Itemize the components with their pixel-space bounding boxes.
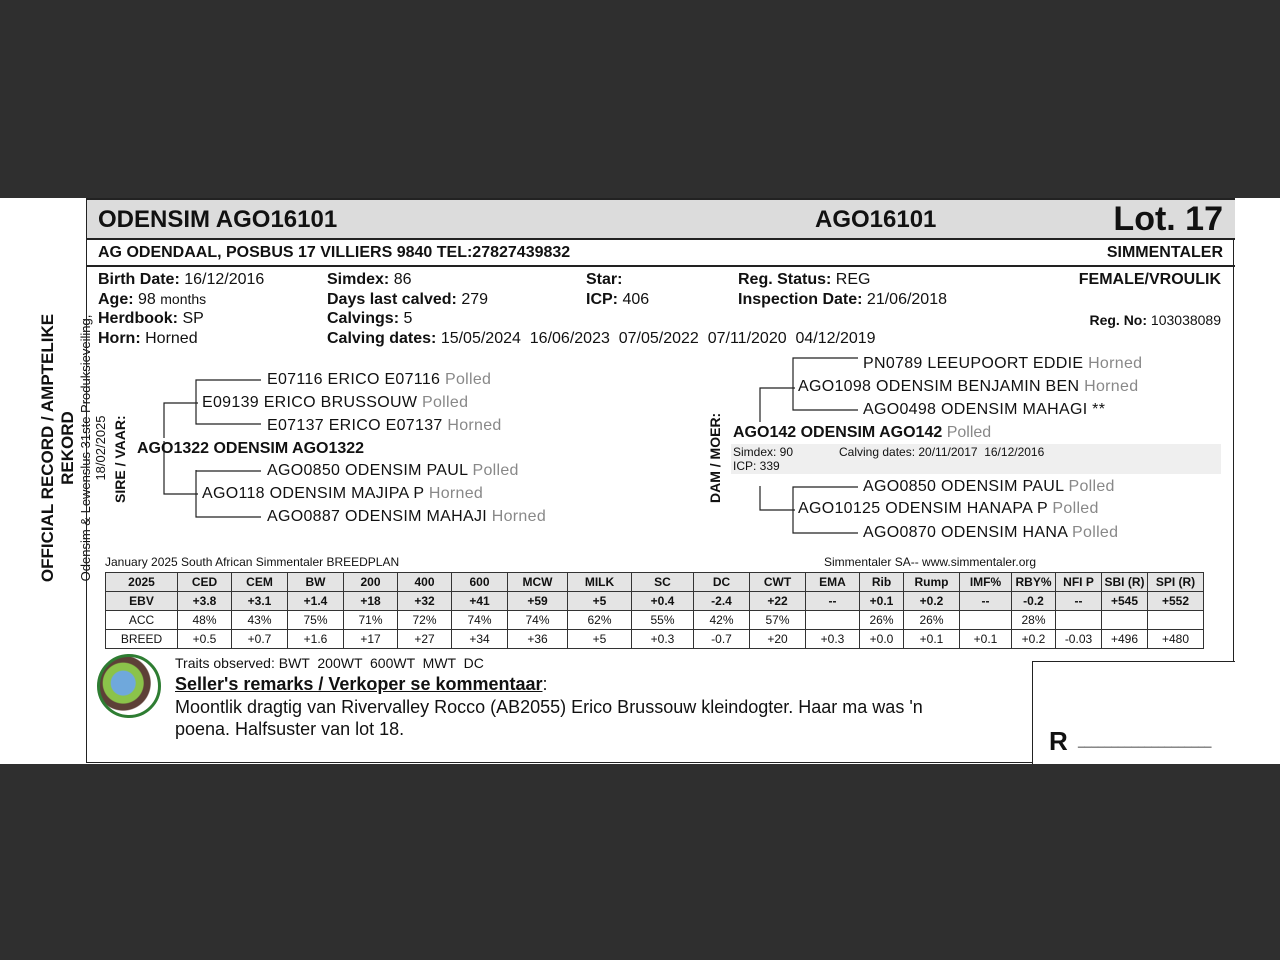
ebv-cell: +0.2	[904, 592, 960, 611]
breed-cell: +27	[398, 630, 452, 649]
acc-cell: 26%	[860, 611, 904, 630]
breed-cell: -0.7	[694, 630, 750, 649]
remarks-line-2: poena. Halfsuster van lot 18.	[175, 719, 405, 739]
breed-cell: +0.3	[632, 630, 694, 649]
icp: ICP: 406	[586, 291, 650, 308]
remarks-heading: Seller's remarks / Verkoper se kommentaar:	[175, 674, 548, 694]
breed-cell: +0.3	[806, 630, 860, 649]
breed-cell: +36	[508, 630, 568, 649]
remarks-line-1: Moontlik dragtig van Rivervalley Rocco (AB2055) Erico Brussouw kleindogter. Haar ma was 'n	[175, 697, 923, 717]
lot-sheet	[0, 198, 1280, 764]
ebv-cell: +41	[452, 592, 508, 611]
sire-label: SIRE / VAAR:	[112, 415, 128, 503]
breedplan-title: January 2025 South African Simmentaler BREEDPLAN	[105, 555, 400, 569]
sire-sire-dam: E07137 ERICO E07137 Horned	[267, 417, 502, 434]
acc-cell	[1148, 611, 1204, 630]
header-cell: DC	[694, 573, 750, 592]
sire-sire-sire: E07116 ERICO E07116 Polled	[267, 371, 492, 388]
breed-cell: +20	[750, 630, 806, 649]
header-cell: 400	[398, 573, 452, 592]
acc-cell	[960, 611, 1012, 630]
breed-avg-row	[106, 630, 1204, 649]
herdbook: Herdbook: SP	[98, 310, 204, 327]
age: Age: 98 months	[98, 291, 207, 308]
calving-dates: Calving dates: 15/05/2024 16/06/2023 07/05/2022 07/11/2020 04/12/2019	[327, 330, 876, 347]
dam-sire-dam: AGO0498 ODENSIM MAHAGI **	[863, 401, 1106, 418]
ebv-cell: -0.2	[1012, 592, 1056, 611]
ebv-row	[106, 592, 1204, 611]
header-cell: CED	[178, 573, 232, 592]
breed-cell: BREED	[106, 630, 178, 649]
ebv-cell: +3.8	[178, 592, 232, 611]
acc-cell: 74%	[508, 611, 568, 630]
dam-name: AGO142 ODENSIM AGO142 Polled	[733, 424, 992, 441]
acc-cell: 62%	[568, 611, 632, 630]
acc-cell	[1056, 611, 1102, 630]
official-record-label	[38, 288, 108, 608]
ebv-cell: -2.4	[694, 592, 750, 611]
ebv-cell: --	[960, 592, 1012, 611]
acc-cell: 75%	[288, 611, 344, 630]
breed-cell: +480	[1148, 630, 1204, 649]
dam-sire: AGO1098 ODENSIM BENJAMIN BEN Horned	[798, 378, 1139, 395]
official-record-title: OFFICIAL RECORD / AMPTELIKE REKORD	[38, 313, 77, 583]
breed-cell: +0.7	[232, 630, 288, 649]
animal-code: AGO16101	[815, 206, 937, 233]
breed-cell: +1.6	[288, 630, 344, 649]
acc-row	[106, 611, 1204, 630]
inspection-date: Inspection Date: 21/06/2018	[738, 291, 947, 308]
ebv-header-row	[106, 573, 1204, 592]
price-box[interactable]	[1032, 661, 1235, 764]
acc-cell	[1102, 611, 1148, 630]
birth-date: Birth Date: 16/12/2016	[98, 271, 265, 288]
header-cell: EMA	[806, 573, 860, 592]
ebv-table	[105, 572, 1204, 649]
header-cell: SBI (R)	[1102, 573, 1148, 592]
sire-sire: E09139 ERICO BRUSSOUW Polled	[202, 394, 469, 411]
ebv-cell: +0.1	[860, 592, 904, 611]
ebv-cell: +32	[398, 592, 452, 611]
ebv-cell: +0.4	[632, 592, 694, 611]
price-currency: R	[1049, 726, 1068, 756]
header-cell: 200	[344, 573, 398, 592]
sire-name: AGO1322 ODENSIM AGO1322	[137, 440, 365, 457]
header-cell: MCW	[508, 573, 568, 592]
header-cell: MILK	[568, 573, 632, 592]
sire-dam-sire: AGO0850 ODENSIM PAUL Polled	[267, 462, 519, 479]
breed-cell: +496	[1102, 630, 1148, 649]
sex: FEMALE/VROULIK	[1078, 271, 1221, 288]
traits-observed: Traits observed: BWT 200WT 600WT MWT DC	[175, 655, 484, 671]
ebv-cell: --	[1056, 592, 1102, 611]
header-cell: Rump	[904, 573, 960, 592]
breedplan-website: Simmentaler SA-- www.simmentaler.org	[824, 555, 1037, 569]
breed-cell: +0.2	[1012, 630, 1056, 649]
dam-label: DAM / MOER:	[707, 412, 723, 503]
animal-card	[86, 198, 1234, 763]
dam-dam: AGO10125 ODENSIM HANAPA P Polled	[798, 500, 1099, 517]
ebv-cell: EBV	[106, 592, 178, 611]
calvings: Calvings: 5	[327, 310, 413, 327]
breed-cell: +34	[452, 630, 508, 649]
dam-sire-sire: PN0789 LEEUPOORT EDDIE Horned	[863, 355, 1143, 372]
ebv-cell: +552	[1148, 592, 1204, 611]
header-cell: RBY%	[1012, 573, 1056, 592]
acc-cell: 71%	[344, 611, 398, 630]
acc-cell: 28%	[1012, 611, 1056, 630]
reg-status: Reg. Status: REG	[738, 271, 871, 288]
sire-dam: AGO118 ODENSIM MAJIPA P Horned	[202, 485, 484, 502]
breed-cell: +0.1	[960, 630, 1012, 649]
ebv-cell: +545	[1102, 592, 1148, 611]
dam-details: Simdex: 90 ICP: 339 Calving dates: 20/11/2017 16/12/2016	[731, 444, 1221, 474]
breed-cell: +5	[568, 630, 632, 649]
header-cell: 600	[452, 573, 508, 592]
header-cell: Rib	[860, 573, 904, 592]
acc-cell: 57%	[750, 611, 806, 630]
ebv-cell: +18	[344, 592, 398, 611]
header-cell: CEM	[232, 573, 288, 592]
animal-name: ODENSIM AGO16101	[98, 206, 338, 233]
header-cell: NFI P	[1056, 573, 1102, 592]
star: Star:	[586, 271, 623, 288]
lot-number: Lot. 17	[1113, 200, 1223, 238]
horn-status: Horn: Horned	[98, 330, 198, 347]
ebv-cell: --	[806, 592, 860, 611]
header-cell: IMF%	[960, 573, 1012, 592]
breed-cell: +0.1	[904, 630, 960, 649]
acc-cell: 26%	[904, 611, 960, 630]
breeder-info: AG ODENDAAL, POSBUS 17 VILLIERS 9840 TEL:27827439832	[98, 244, 571, 261]
header-cell: 2025	[106, 573, 178, 592]
ebv-cell: +59	[508, 592, 568, 611]
header-cell: SC	[632, 573, 694, 592]
days-last-calved: Days last calved: 279	[327, 291, 489, 308]
breed-cell: +17	[344, 630, 398, 649]
acc-cell: 43%	[232, 611, 288, 630]
breed-name: SIMMENTALER	[1106, 244, 1223, 261]
simmentaler-logo	[97, 654, 161, 718]
ebv-cell: +5	[568, 592, 632, 611]
acc-cell: 72%	[398, 611, 452, 630]
breed-cell: -0.03	[1056, 630, 1102, 649]
acc-cell: ACC	[106, 611, 178, 630]
header-cell: SPI (R)	[1148, 573, 1204, 592]
acc-cell: 55%	[632, 611, 694, 630]
header-cell: BW	[288, 573, 344, 592]
dam-dam-dam: AGO0870 ODENSIM HANA Polled	[863, 524, 1119, 541]
acc-cell: 48%	[178, 611, 232, 630]
ebv-cell: +1.4	[288, 592, 344, 611]
acc-cell	[806, 611, 860, 630]
acc-cell: 74%	[452, 611, 508, 630]
price-field[interactable]: ____________________	[1078, 734, 1212, 748]
acc-cell: 42%	[694, 611, 750, 630]
ebv-cell: +3.1	[232, 592, 288, 611]
auction-subtitle: Odensim & Lewenslus 31ste Produksieveiling, 18/02/2025	[78, 314, 108, 582]
breed-cell: +0.0	[860, 630, 904, 649]
sire-dam-dam: AGO0887 ODENSIM MAHAJI Horned	[267, 508, 547, 525]
dam-dam-sire: AGO0850 ODENSIM PAUL Polled	[863, 478, 1115, 495]
header-cell: CWT	[750, 573, 806, 592]
simdex: Simdex: 86	[327, 271, 412, 288]
breed-cell: +0.5	[178, 630, 232, 649]
ebv-cell: +22	[750, 592, 806, 611]
reg-number: Reg. No: 103038089	[1089, 312, 1221, 328]
